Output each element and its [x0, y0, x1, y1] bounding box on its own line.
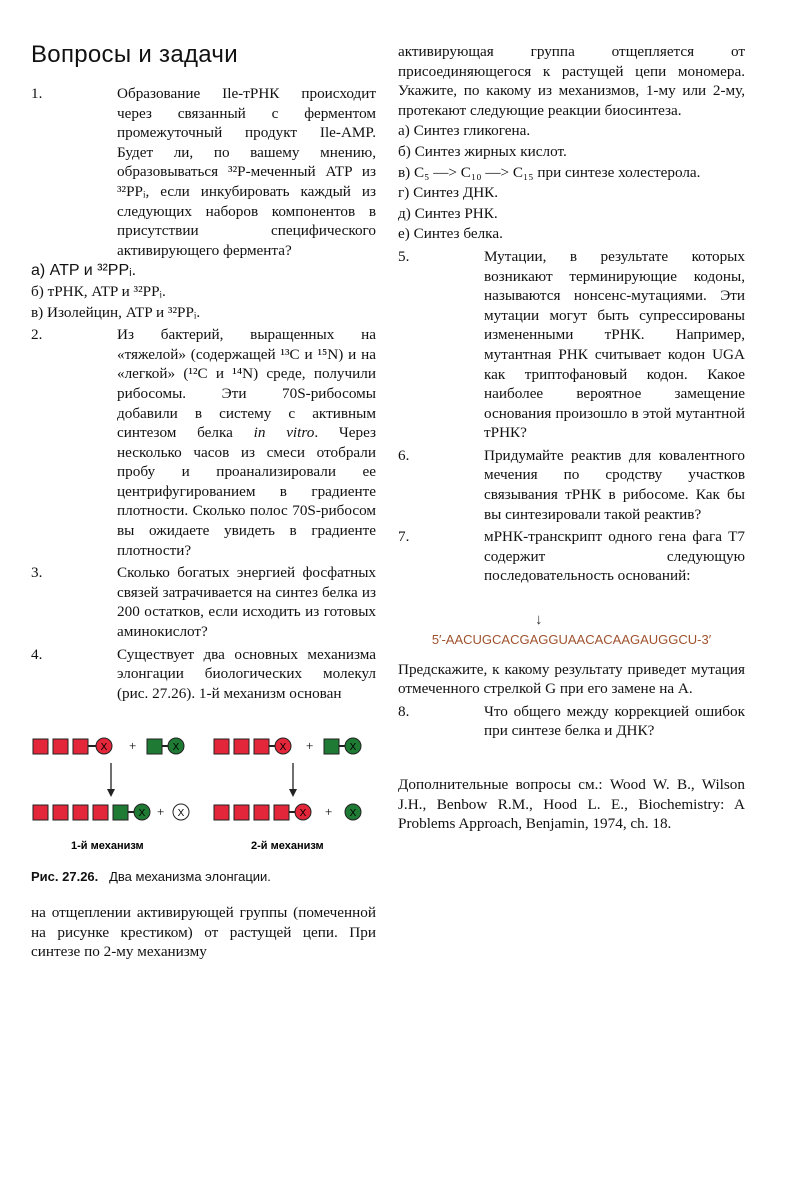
question-number: 2. [31, 326, 43, 344]
svg-text:X: X [299, 808, 307, 820]
question-6 [398, 446, 745, 524]
question-7 [398, 527, 745, 586]
mechanism-1-top-chain [33, 738, 112, 754]
question-number: 3. [31, 564, 43, 582]
option-b: б) тРНК, ATP и ³²PPᵢ. [31, 282, 166, 300]
svg-text:X: X [100, 742, 108, 754]
question-5 [398, 247, 745, 443]
question-4-right-continuation: активирующая группа отщепляется от присоединяющегося к растущей цепи мономера. Укажите, по какому из механизмов, 1-му или 2-му, протекают следующие реакции биосинтеза. [398, 43, 745, 119]
question-text: Существует два основных механизма элонгации биологических молекул (рис. 27.26). 1-й механизм основан [117, 645, 376, 702]
question-1 [31, 84, 376, 260]
svg-text:+: + [157, 804, 165, 820]
question-text: Мутации, в результате которых возникают терминирующие кодоны, называются нонсенс-мутациями. Эти мутации могут быть супрессированы измененными тРНК. Например, мутантная РНК считывает кодон UGA как триптофановый кодон. Какое наиболее вероятное замещение основания произошло в этой мутантной тРНК? [484, 247, 745, 442]
svg-text:+: + [325, 804, 333, 820]
right-column [398, 42, 745, 834]
mechanism-2-label: 2-й механизм [251, 840, 324, 853]
question-4-continued: на отщеплении активирующей группы (помеченной на рисунке крестиком) от растущей цепи. При синтезе по 2-му механизму [31, 904, 376, 961]
question-2 [31, 325, 376, 560]
mechanism-1-result [33, 804, 150, 820]
figure-caption: Рис. 27.26. Два механизма элонгации. [31, 869, 271, 885]
question-number: 1. [31, 85, 43, 102]
question-number: 6. [398, 446, 410, 464]
question-3 [31, 563, 376, 641]
question-number: 7. [398, 528, 410, 546]
svg-text:X: X [349, 742, 357, 754]
option-c: в) Изолейцин, ATP и ³²PPᵢ. [31, 303, 201, 321]
q4-option-e: д) Синтез РНК. [398, 204, 498, 222]
question-7-followup: Предскажите, к какому результату приведет мутация отмеченного стрелкой G при его замене на A. [398, 660, 745, 698]
svg-text:X: X [279, 742, 287, 754]
mrna-sequence: ↓ 5′-AACUGCACGAGGUAACACAAGAUGGCU-3′ [431, 611, 712, 648]
q4-option-a: а) Синтез гликогена. [398, 122, 531, 140]
mechanism-2-monomer [324, 738, 361, 754]
mutation-arrow-icon: ↓ [535, 611, 543, 629]
question-text: Образование Ile-тРНК происходит через связанный с ферментом промежуточный продукт Ile-AMP. Будет ли, по вашему мнению, образовываться ³²P-меченный ATP из ³²PPᵢ, если инкубировать каждый из следующих наборов компонентов в присутствии специфического активирующего фермента? [117, 85, 376, 259]
mechanism-2-result [214, 804, 311, 820]
question-number: 5. [398, 247, 410, 265]
mechanism-2-top-chain [214, 738, 291, 754]
option-a: а) ATP и ³²PPᵢ. [31, 262, 137, 280]
svg-text:+: + [306, 738, 314, 754]
svg-text:X: X [349, 808, 357, 820]
question-text: Из бактерий, выращенных на «тяжелой» (содержащей ¹³C и ¹⁵N) и на «легкой» (¹²C и ¹⁴N) среде, получили рибосомы. Эти 70S-рибосомы добавили в систему с активным синтезом белка in vitro. Через несколько часов из смеси отобрали пробу и проанализировали ее центрифугированием в градиенте плотности. Сколько полос 70S-рибосом вы ожидаете увидеть в градиенте плотности? [117, 326, 376, 559]
svg-text:X: X [177, 808, 185, 820]
in-vitro-italic: in vitro [253, 424, 315, 442]
question-number: 4. [31, 645, 43, 663]
q4-option-b: б) Синтез жирных кислот. [398, 142, 567, 160]
q4-option-d: г) Синтез ДНК. [398, 184, 499, 202]
mechanism-1-label: 1-й механизм [71, 840, 144, 853]
question-text: Сколько богатых энергией фосфатных связей затрачивается на синтез белка из 200 остатков, если исходить из готовых аминокислот? [117, 564, 376, 641]
question-text: мРНК-транскрипт одного гена фага T7 содержит следующую последовательность оснований: [484, 528, 745, 585]
question-4 [31, 645, 376, 704]
figure-27-26 [31, 733, 376, 863]
q4-option-c: в) C₅ —> C₁₀ —> C₁₅ при синтезе холестерола. [398, 163, 701, 181]
plus-sign: + [129, 738, 137, 754]
question-number: 8. [398, 702, 410, 720]
page-title: Вопросы и задачи [31, 41, 238, 68]
svg-text:X: X [172, 742, 180, 754]
elongation-diagram [31, 733, 376, 863]
mechanism-1-monomer [147, 738, 184, 754]
left-column [31, 40, 376, 962]
question-text: Что общего между коррекцией ошибок при синтезе белка и ДНК? [484, 702, 745, 740]
references: Дополнительные вопросы см.: Wood W. B., Wilson J.H., Benbow R.M., Hood L. E., Biochemistry: A Problems Approach, Benjamin, 1974, ch. 18. [398, 776, 745, 833]
question-8 [398, 702, 745, 741]
svg-text:X: X [138, 808, 146, 820]
q4-option-f: е) Синтез белка. [398, 225, 503, 243]
question-text: Придумайте реактив для ковалентного мечения по сродству участков связывания тРНК в рибосоме. Как бы вы синтезировали такой реактив? [484, 446, 745, 523]
